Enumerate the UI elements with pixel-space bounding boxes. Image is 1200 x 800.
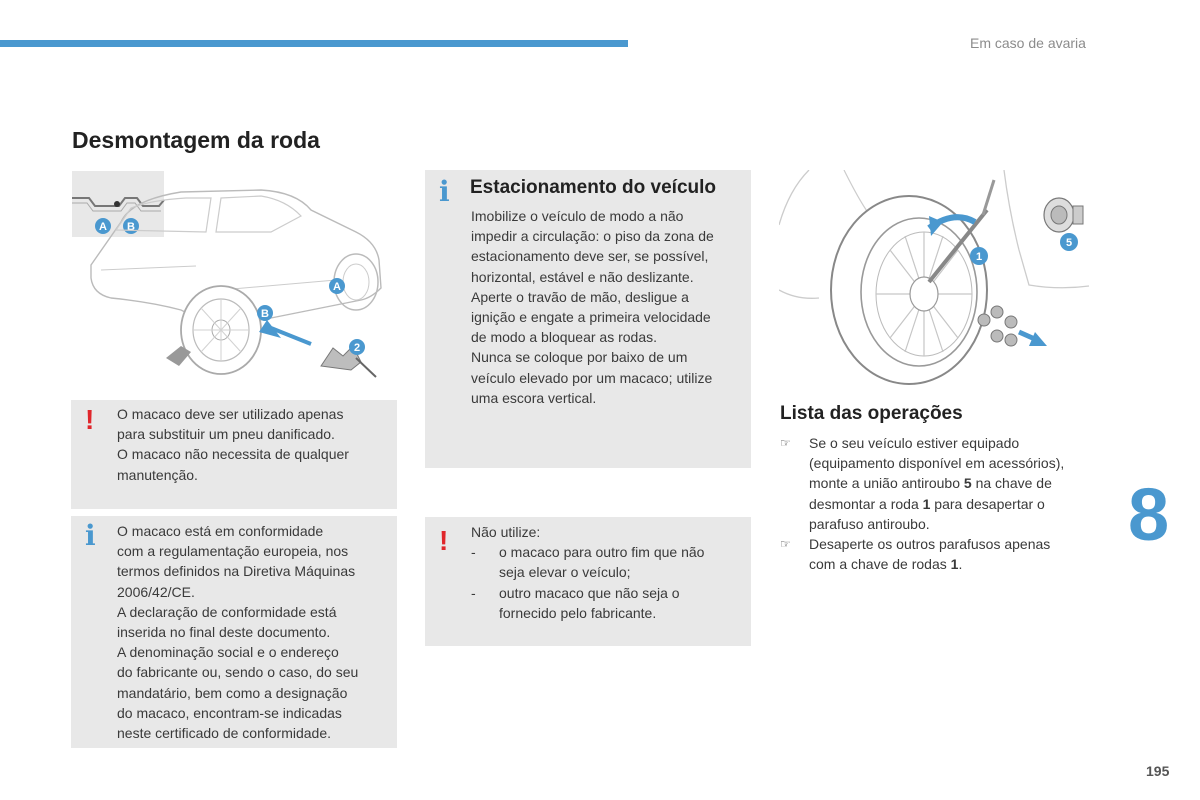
pointing-hand-icon: ☞	[780, 537, 791, 552]
badge-b-car	[257, 305, 273, 321]
jack-conformity-text: O macaco está em conformidade com a regulamentação europeia, nos termos definidos na Diretiva Máquinas 2006/42/CE. A declaração de conformidade está inserida no final deste documento. A denominação social e o endereço do fabricante ou, sendo o caso, do seu mandatário, bem como a designação do macaco, encontram-se indicadas neste certificado de conformidade.	[117, 523, 359, 742]
badge-b-inset	[123, 218, 139, 234]
restriction-list	[471, 542, 739, 623]
svg-text:A: A	[99, 221, 107, 233]
wheel-bolts-illustration	[779, 170, 1105, 385]
list-item: - o macaco para outro fim que não seja elevar o veículo;	[471, 544, 705, 581]
pointing-hand-icon: ☞	[780, 436, 791, 450]
arrow-to-jack-point	[259, 320, 311, 344]
antitheft-nut	[1044, 198, 1083, 232]
page-title: Desmontagem da roda	[72, 127, 320, 153]
jack-point-dot	[114, 201, 120, 207]
badge-1-wrench	[970, 247, 988, 265]
badge-a-car	[329, 278, 345, 294]
jack-usage-warning-text: O macaco deve ser utilizado apenas para substituir um pneu danificado. O macaco não necessita de qualquer manutenção.	[117, 406, 349, 483]
badge-a-inset	[95, 218, 111, 234]
badge-5-nut	[1060, 233, 1078, 251]
vehicle-parking-info-box	[425, 170, 751, 468]
jack-illustration	[321, 346, 376, 377]
badge-2-jack	[349, 339, 365, 355]
svg-text:5: 5	[1065, 237, 1073, 249]
list-item: ☞ Desaperte os outros parafusos apenas com a chave de rodas 1.	[780, 536, 1051, 573]
list-item: - outro macaco que não seja o fornecido pelo fabricante.	[471, 584, 680, 621]
warning-exclamation-icon: !	[85, 404, 95, 435]
jack-usage-warning-box	[71, 400, 397, 509]
list-item: ☞ Se o seu veículo estiver equipado (equipamento disponível em acessórios), monte a união antiroubo 5 na chave de desmontar a roda 1 para desapertar o parafuso antiroubo.	[780, 435, 1065, 532]
jack-conformity-info-box	[71, 516, 397, 748]
info-icon: i	[439, 175, 450, 208]
parking-box-text: Imobilize o veículo de modo a não impedir a circulação: o piso da zona de estacionamento deve ser, se possível, horizontal, estável e não deslizante. Aperte o travão de mão, desligue a ignição e engate a primeira velocidade de modo a bloquear as rodas. Nunca se coloque por baixo de um veículo elevado por um macaco; utilize uma escora vertical.	[471, 208, 714, 406]
svg-text:2: 2	[353, 342, 361, 354]
svg-text:B: B	[261, 308, 269, 320]
page-number: 195	[1146, 763, 1170, 779]
info-icon: i	[85, 519, 96, 552]
operations-title: Lista das operações	[780, 403, 963, 424]
jack-restriction-warning-box	[425, 517, 751, 646]
warning-exclamation-icon: !	[439, 525, 449, 556]
jack-restriction-text: Não utilize: - o macaco para outro fim que não seja elevar o veículo; - outro macaco que não seja o fornecido pelo fabricante.	[471, 522, 739, 623]
chapter-number: 8	[1128, 473, 1170, 556]
operations-list	[780, 433, 1098, 574]
tyre	[831, 196, 987, 384]
svg-text:1: 1	[975, 251, 983, 263]
header-accent-bar	[0, 40, 628, 47]
section-label: Em caso de avaria	[970, 35, 1086, 51]
parking-box-title: Estacionamento do veículo	[470, 177, 716, 198]
removed-wheel	[181, 286, 261, 374]
car-jacking-illustration	[71, 170, 397, 382]
svg-text:B: B	[127, 221, 135, 233]
svg-text:A: A	[333, 281, 341, 293]
